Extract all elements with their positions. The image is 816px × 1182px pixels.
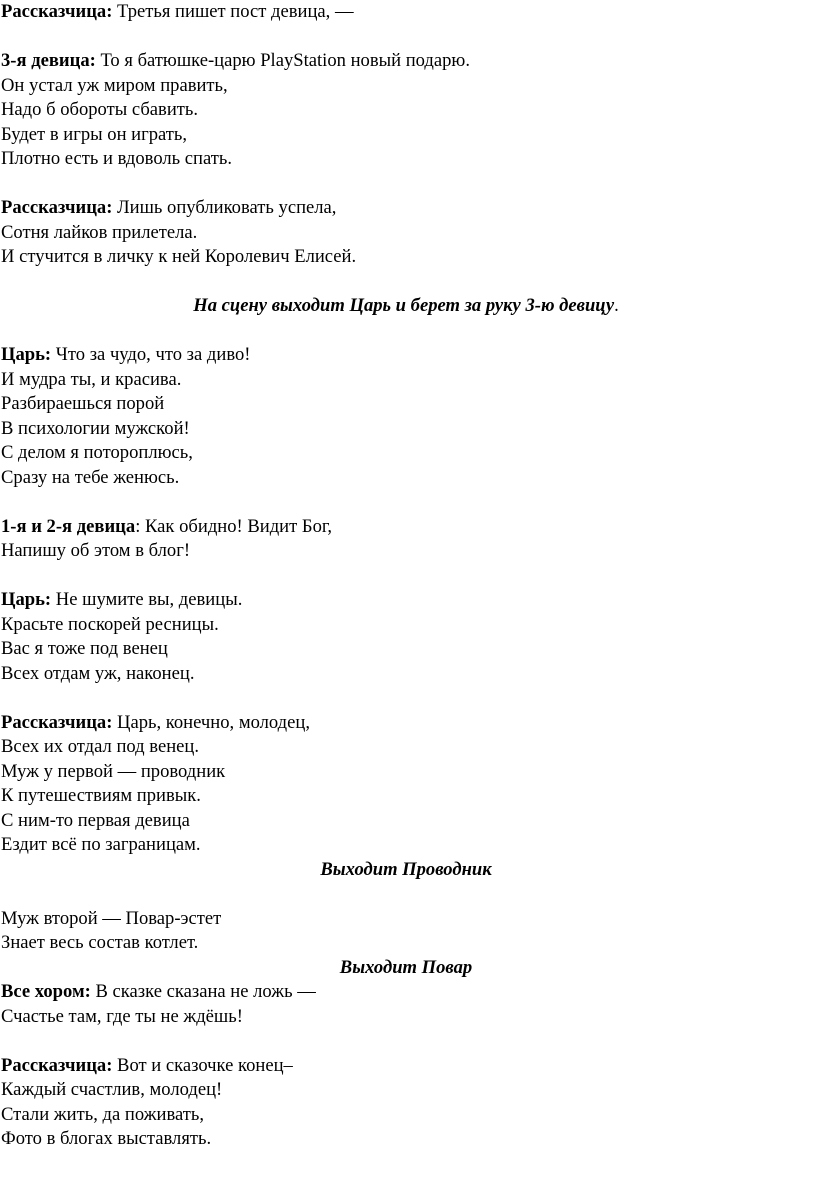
verse-line: Сразу на тебе женюсь. [1,466,180,488]
speaker-label: 3-я девица: [1,50,96,71]
verse-line: Красьте поскорей ресницы. [1,613,219,635]
speaker-label: 1-я и 2-я девица [1,515,136,537]
verse-line: Счастье там, где ты не ждёшь! [1,1005,243,1027]
verse-line: Всех отдам уж, наконец. [1,662,195,684]
stage-direction: Выходит Повар [339,956,473,978]
verse-line: С делом я потороплюсь, [1,442,193,463]
dialogue-line: 1-я и 2-я девица: Как обидно! Видит Бог, [1,515,333,537]
verse-line: Знает весь состав котлет. [1,932,199,953]
dialogue-line [1,980,811,1005]
verse-line: Сотня лайков прилетела. [1,221,198,243]
verse-line: Стали жить, да поживать, [1,1103,205,1125]
verse-text: Царь, конечно, молодец, [117,711,310,733]
verse-line: Вас я тоже под венец [1,638,168,659]
verse-line: К путешествиям привык. [1,785,201,806]
verse-text: Не шумите вы, девицы. [55,589,243,610]
verse-text: Лишь опубликовать успела, [117,197,337,218]
verse-text: В сказке сказана не ложь — [95,981,316,1002]
verse-line: Напишу об этом в блог! [1,540,191,561]
dialogue-line [1,49,811,74]
verse-text: То я батюшке-царю PlayStation новый подарю. [100,50,470,71]
dialogue-line [1,1054,811,1079]
dialogue-line [1,343,811,368]
verse-line: Фото в блогах выставлять. [1,1128,212,1149]
verse-text: Как обидно! Видит Бог, [145,515,333,537]
verse-line: В психологии мужской! [1,417,190,439]
verse-line: Будет в игры он играть, [1,123,188,145]
verse-line: И стучится в личку к ней Королевич Елисей. [1,246,357,267]
speaker-label: Рассказчица: [1,1,113,22]
verse-line: Каждый счастлив, молодец! [1,1079,223,1100]
verse-line: И мудра ты, и красива. [1,368,182,390]
speaker-label: Царь: [1,589,52,610]
verse-text: Вот и сказочке конец– [117,1054,293,1076]
speaker-label: Рассказчица: [1,711,113,733]
document-page [1,0,811,1152]
dialogue-line [1,711,811,736]
stage-direction: На сцену выходит Царь и берет за руку 3-ю девицу. [193,295,619,316]
verse-line: Он устал уж миром править, [1,74,228,96]
verse-line: Надо б обороты сбавить. [1,99,199,120]
speaker-label: Все хором: [1,981,91,1002]
verse-line: Всех их отдал под венец. [1,736,200,757]
speaker-label: Царь: [1,344,52,365]
speaker-label: Рассказчица: [1,197,113,218]
verse-line: Плотно есть и вдоволь спать. [1,148,233,169]
dialogue-line [1,588,811,613]
stage-direction: Выходит Проводник [320,858,492,880]
verse-text: Третья пишет пост девица, — [117,1,354,22]
verse-text: Что за чудо, что за диво! [55,344,251,365]
dialogue-line [1,196,811,221]
verse-line: С ним-то первая девица [1,809,190,831]
verse-line: Ездит всё по заграницам. [1,834,201,855]
dialogue-line [1,0,811,25]
speaker-label: Рассказчица: [1,1054,113,1076]
verse-line: Муж у первой — проводник [1,760,226,782]
verse-line: Муж второй — Повар-эстет [1,907,222,929]
verse-line: Разбираешься порой [1,393,165,414]
